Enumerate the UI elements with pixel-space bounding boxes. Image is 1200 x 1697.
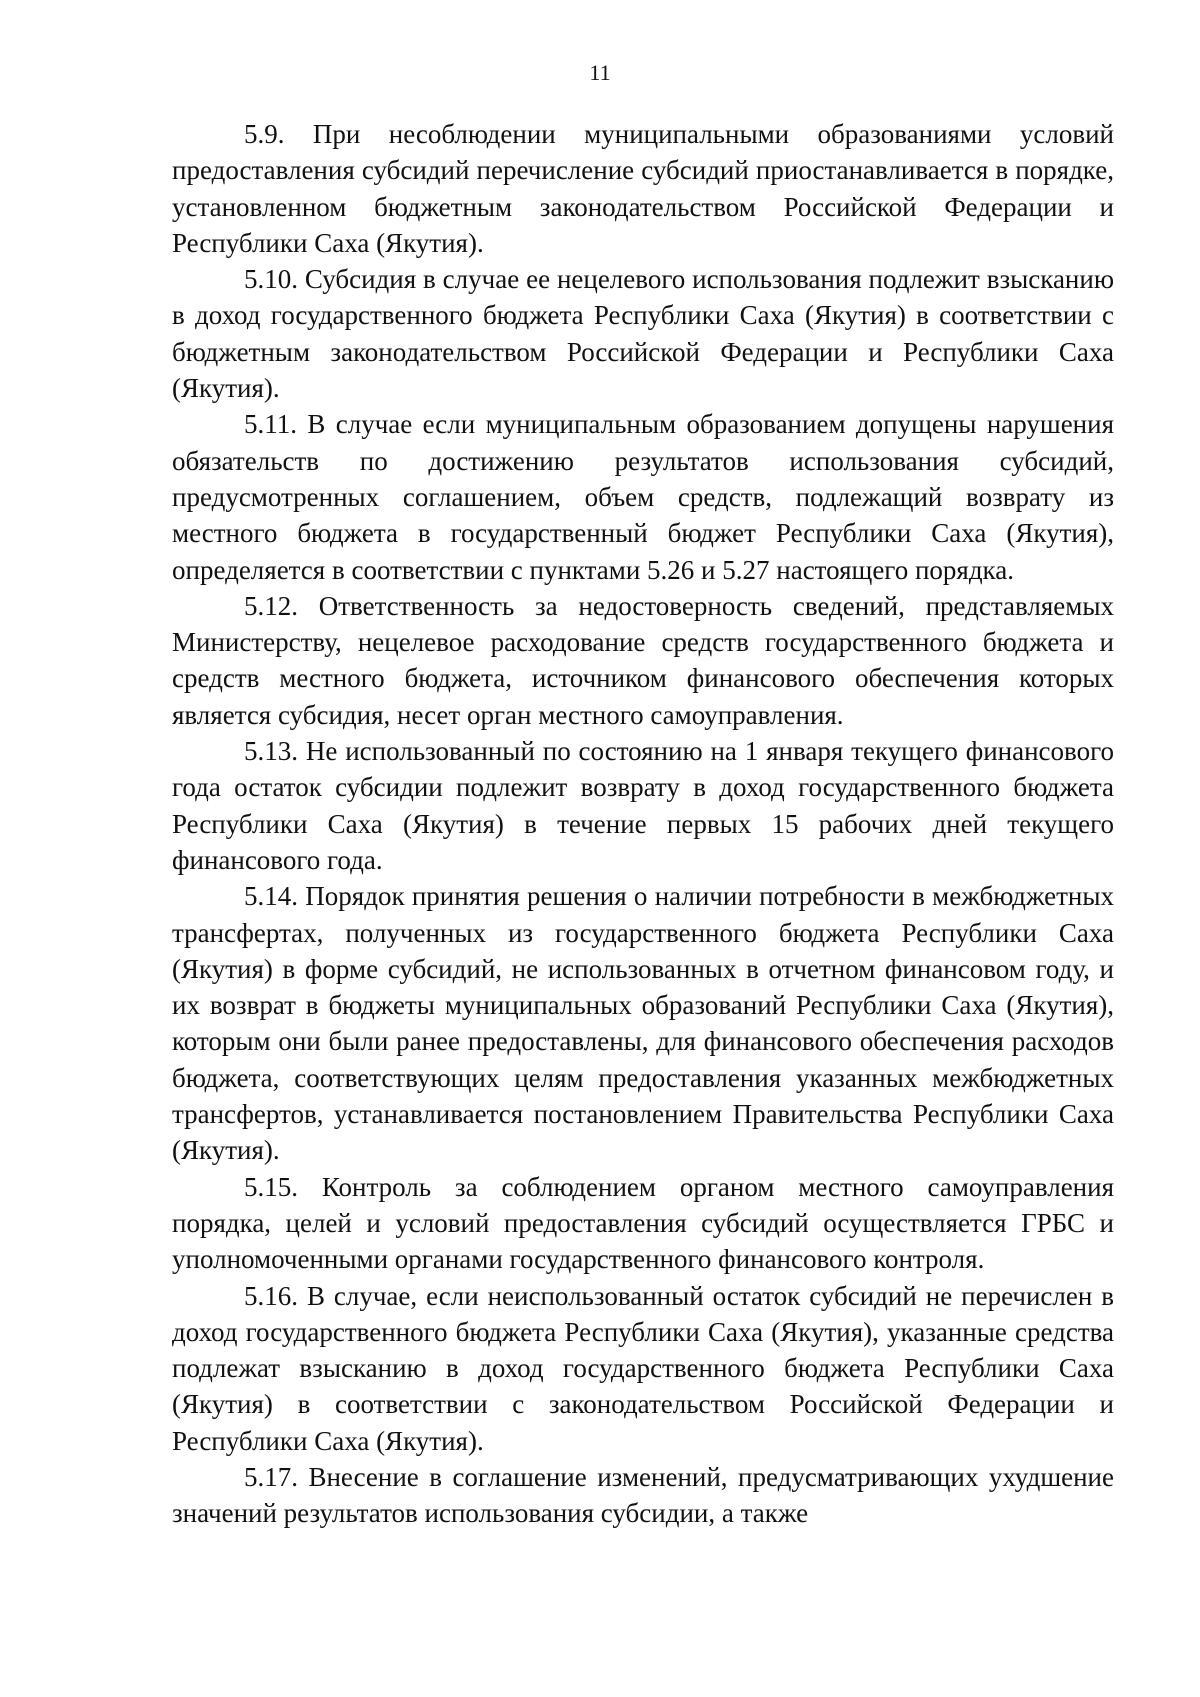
paragraph-5-15: 5.15. Контроль за соблюдением органом местного самоуправления порядка, целей и условий предоставления субсидий осуществляется ГРБС и уполномоченными органами государственного финансового контроля. — [172, 1171, 1114, 1275]
paragraph-5-14: 5.14. Порядок принятия решения о наличии потребности в межбюджетных трансфертах, полученных из государственного бюджета Республики Саха (Якутия) в форме субсидий, не использованных в отчетном финансовом году, и их возврат в бюджеты муниципальных образований Республики Саха (Якутия), которым они были ранее предоставлены, для финансового обеспечения расходов бюджета, соответствующих целям предоставления указанных межбюджетных трансфертов, устанавливается постановлением Правительства Республики Саха (Якутия). — [172, 881, 1114, 1166]
paragraph-5-17: 5.17. Внесение в соглашение изменений, предусматривающих ухудшение значений результатов использования субсидии, а также — [172, 1461, 1114, 1529]
paragraph-5-16: 5.16. В случае, если неиспользованный остаток субсидий не перечислен в доход государственного бюджета Республики Саха (Якутия), указанные средства подлежат взысканию в доход государственного бюджета Республики Саха (Якутия) в соответствии с законодательством Российской Федерации и Республики Саха (Якутия). — [172, 1280, 1114, 1456]
paragraph-5-10: 5.10. Субсидия в случае ее нецелевого использования подлежит взысканию в доход государственного бюджета Республики Саха (Якутия) в соответствии с бюджетным законодательством Российской Федерации и Республики Саха (Якутия). — [172, 264, 1114, 404]
page-number: 11 — [589, 60, 611, 85]
paragraph-5-9: 5.9. При несоблюдении муниципальными образованиями условий предоставления субсидий перечисление субсидий приостанавливается в порядке, установленном бюджетным законодательством Российской Федерации и Республики Саха (Якутия). — [172, 119, 1114, 258]
paragraph-5-13: 5.13. Не использованный по состоянию на 1 января текущего финансового года остаток субсидии подлежит возврату в доход государственного бюджета Республики Саха (Якутия) в течение первых 15 рабочих дней текущего финансового года. — [172, 736, 1114, 875]
paragraph-5-12: 5.12. Ответственность за недостоверность сведений, представляемых Министерству, нецелевое расходование средств государственного бюджета и средств местного бюджета, источником финансового обеспечения которых является субсидия, несет орган местного самоуправления. — [172, 590, 1114, 730]
paragraph-5-11: 5.11. В случае если муниципальным образованием допущены нарушения обязательств по достижению результатов использования субсидий, предусмотренных соглашением, объем средств, подлежащий возврату из местного бюджета в государственный бюджет Республики Саха (Якутия), определяется в соответствии с пунктами 5.26 и 5.27 настоящего порядка. — [172, 409, 1114, 585]
document-body — [172, 116, 1114, 1532]
